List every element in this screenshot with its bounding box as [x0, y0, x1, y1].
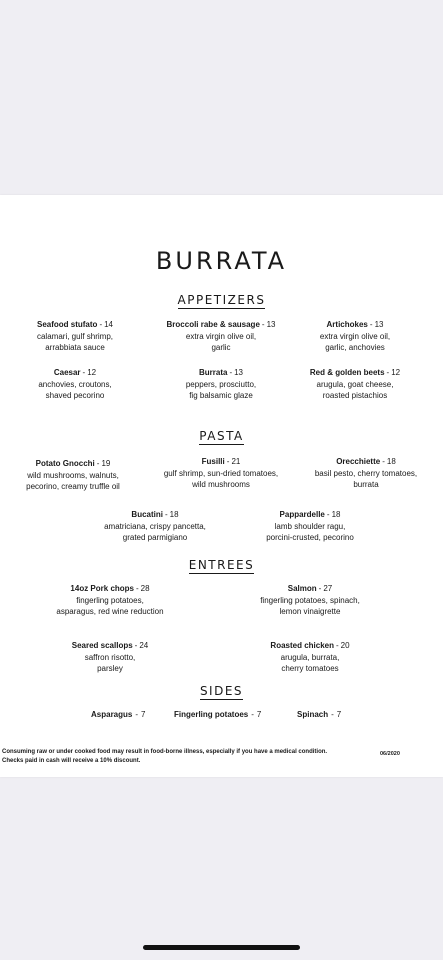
menu-item: Bucatini - 18 amatriciana, crispy pancetta, grated parmigiano — [104, 510, 206, 542]
section-pasta: PASTA — [199, 429, 244, 443]
menu-item: Red & golden beets - 12 arugula, goat cheese, roasted pistachios — [309, 368, 401, 400]
menu-item: Artichokes - 13 extra virgin olive oil, garlic, anchovies — [319, 320, 391, 352]
menu-item: Seafood stufato - 14 calamari, gulf shrimp, arrabbiata sauce — [36, 320, 114, 352]
menu-item: Roasted chicken - 20 arugula, burrata, cherry tomatoes — [270, 641, 350, 673]
footer-note — [2, 748, 327, 766]
menu-item: Salmon - 27 fingerling potatoes, spinach, lemon vinaigrette — [260, 584, 360, 616]
menu-page — [0, 195, 443, 777]
side-item: Fingerling potatoes - 7 — [174, 710, 262, 719]
health-warning: Consuming raw or under cooked food may result in food-borne illness, especially if you have a medical condition. — [2, 749, 328, 755]
menu-item: Burrata - 13 peppers, prosciutto, fig balsamic glaze — [185, 368, 257, 400]
menu-item: Caesar - 12 anchovies, croutons, shaved pecorino — [38, 368, 112, 400]
section-sides: SIDES — [199, 684, 244, 698]
menu-item: Potato Gnocchi - 19 wild mushrooms, walnuts, pecorino, creamy truffle oil — [26, 459, 120, 491]
menu-item: Seared scallops - 24 saffron risotto, parsley — [71, 641, 149, 673]
menu-date: 06/2020 — [380, 751, 400, 757]
menu-item: Fusilli - 21 gulf shrimp, sun-dried tomatoes, wild mushrooms — [163, 457, 279, 489]
section-entrees: ENTREES — [188, 558, 255, 572]
cash-discount-note: Checks paid in cash will receive a 10% discount. — [2, 758, 141, 764]
side-item: Asparagus - 7 — [91, 710, 146, 719]
menu-item: 14oz Pork chops - 28 fingerling potatoes, asparagus, red wine reduction — [56, 584, 164, 616]
restaurant-title: BURRATA — [155, 247, 288, 275]
section-appetizers: APPETIZERS — [177, 293, 266, 307]
menu-item: Pappardelle - 18 lamb shoulder ragu, porcini-crusted, pecorino — [266, 510, 354, 542]
menu-item: Orecchiette - 18 basil pesto, cherry tomatoes, burrata — [314, 457, 418, 489]
side-item: Spinach - 7 — [297, 710, 342, 719]
menu-item: Broccoli rabe & sausage - 13 extra virgin olive oil, garlic — [166, 320, 276, 352]
home-indicator[interactable] — [143, 945, 300, 950]
